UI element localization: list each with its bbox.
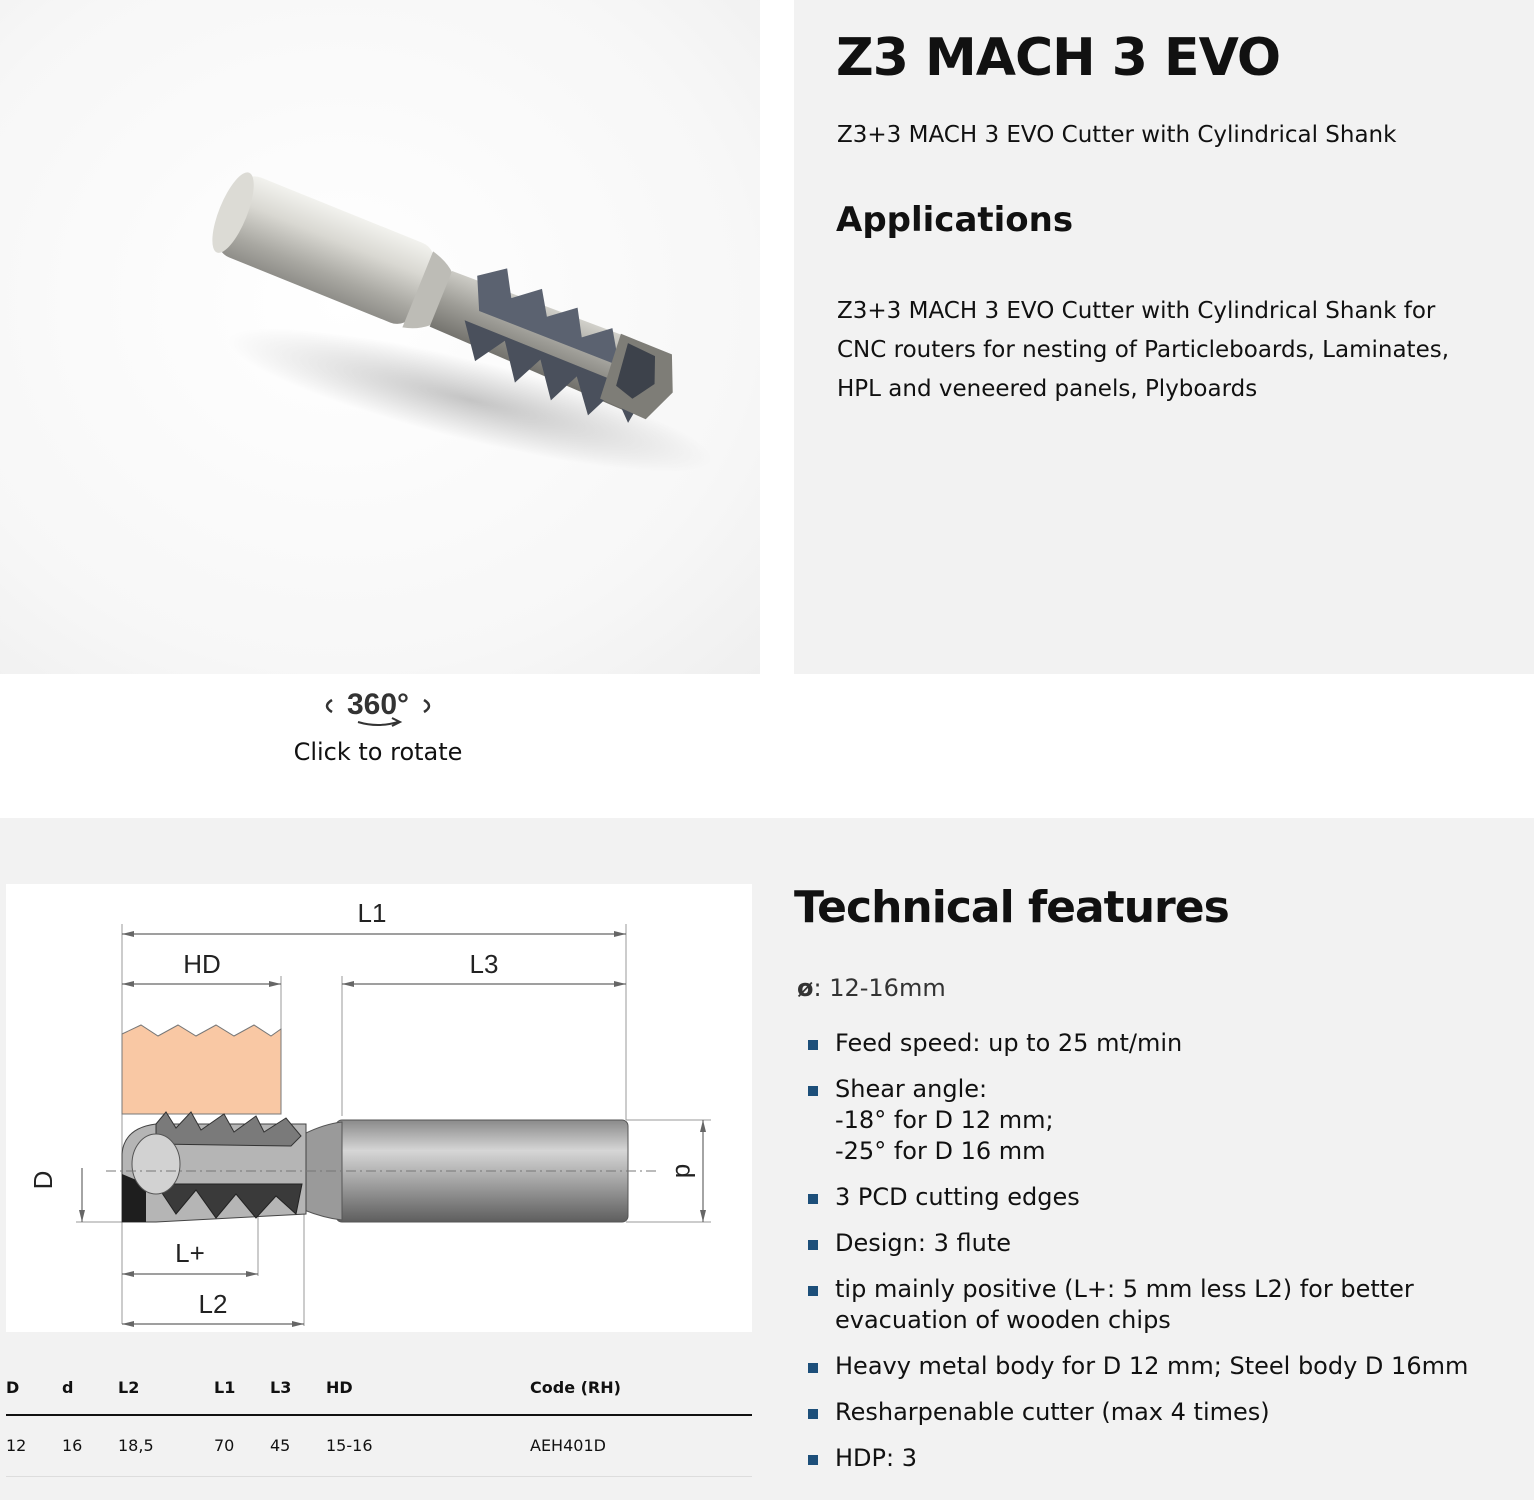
list-item: tip mainly positive (L+: 5 mm less L2) for better evacuation of wooden chips: [806, 1274, 1526, 1336]
dim-label-L2: L2: [198, 1289, 228, 1319]
table-cell: 15-16: [326, 1436, 373, 1455]
table-header-L2: L2: [118, 1378, 140, 1397]
list-item: Design: 3 flute: [806, 1228, 1526, 1259]
product-subtitle: Z3+3 MACH 3 EVO Cutter with Cylindrical Shank: [837, 122, 1397, 148]
table-header-D: D: [6, 1378, 20, 1397]
table-header-d: d: [62, 1378, 74, 1397]
dim-label-Lplus: L+: [175, 1238, 205, 1268]
diameter-value: : 12-16mm: [813, 974, 946, 1002]
product-title: Z3 MACH 3 EVO: [836, 28, 1281, 88]
dimensions-table: [6, 1364, 752, 1477]
dim-label-d: d: [670, 1163, 700, 1179]
dim-label-L3: L3: [469, 949, 499, 979]
rotate-360-text: 360°: [346, 688, 410, 721]
cutter-render: [0, 0, 760, 674]
rotate-label: Click to rotate: [293, 738, 463, 766]
list-item: HDP: 3: [806, 1443, 1526, 1474]
table-header-L3: L3: [270, 1378, 292, 1397]
table-cell: 45: [270, 1436, 291, 1455]
table-cell: 12: [6, 1436, 27, 1455]
diameter-symbol: ø: [797, 974, 814, 1002]
list-item: Resharpenable cutter (max 4 times): [806, 1397, 1526, 1428]
rotate-360-icon: [318, 684, 438, 730]
table-header-code: Code (RH): [530, 1378, 621, 1397]
table-header-HD: HD: [326, 1378, 353, 1397]
applications-text: Z3+3 MACH 3 EVO Cutter with Cylindrical Shank for CNC routers for nesting of Particleboards, Laminates, HPL and veneered panels, Plyboards: [837, 298, 1450, 402]
product-info-panel: [794, 0, 1534, 674]
table-cell: 70: [214, 1436, 235, 1455]
features-list: [806, 1028, 1526, 1489]
table-cell-code: AEH401D: [530, 1436, 606, 1455]
list-item: Heavy metal body for D 12 mm; Steel body D 16mm: [806, 1351, 1526, 1382]
list-item: 3 PCD cutting edges: [806, 1182, 1526, 1213]
product-3d-viewer[interactable]: [0, 0, 760, 674]
table-header-row: [6, 1364, 752, 1416]
table-cell: 18,5: [118, 1436, 154, 1455]
technical-heading: Technical features: [794, 882, 1229, 933]
table-cell: 16: [62, 1436, 83, 1455]
dim-label-L1: L1: [357, 898, 387, 928]
table-row: [6, 1416, 752, 1477]
applications-heading: Applications: [836, 200, 1074, 240]
list-item: Shear angle: -18° for D 12 mm; -25° for D 16 mm: [806, 1074, 1526, 1167]
diameter-spec: [797, 974, 946, 1002]
technical-section: [0, 818, 1534, 1500]
list-item: Feed speed: up to 25 mt/min: [806, 1028, 1526, 1059]
table-header-L1: L1: [214, 1378, 236, 1397]
dim-label-HD: HD: [183, 949, 221, 979]
technical-drawing: [6, 884, 752, 1332]
rotate-control[interactable]: [270, 684, 486, 766]
dim-label-D: D: [28, 1170, 58, 1190]
product-media-area: [0, 0, 794, 818]
